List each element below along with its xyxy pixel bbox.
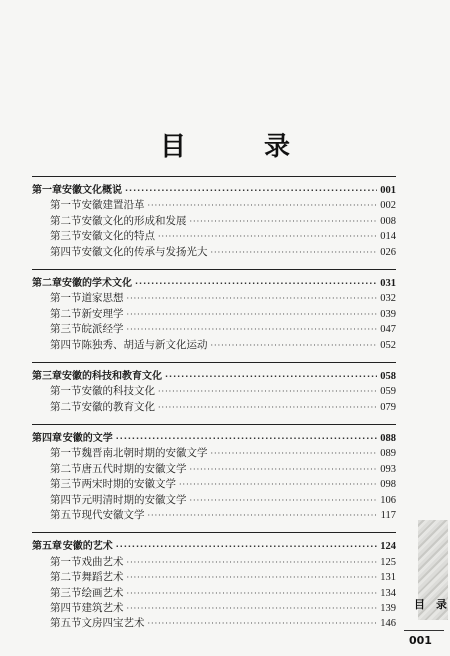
chapter-page-number: 124: [380, 541, 396, 553]
chapter-title: 安徽文化概说: [62, 185, 122, 196]
section-number: 第二节: [50, 307, 82, 320]
section-entry[interactable]: [32, 214, 396, 229]
chapter-page-number: 058: [380, 370, 396, 382]
section-page-number: 106: [380, 494, 396, 506]
section-number: 第二节: [50, 214, 82, 227]
section-number: 第五节: [50, 617, 82, 630]
chapter-block: [32, 424, 396, 523]
chapter-title: 安徽的文学: [62, 433, 113, 445]
section-page-number: 125: [380, 556, 396, 568]
section-entry[interactable]: [32, 245, 396, 260]
page-title: 目 录: [159, 132, 316, 162]
dot-leader: [135, 276, 377, 291]
chapter-block: [32, 532, 396, 631]
section-page-number: 117: [380, 510, 396, 522]
section-page-number: 098: [380, 479, 396, 491]
section-page-number: 139: [380, 602, 396, 614]
section-entry[interactable]: [32, 229, 396, 244]
chapter-block: [32, 269, 396, 353]
section-title: 建筑艺术: [81, 601, 124, 614]
chapter-title: 安徽的科技和教育文化: [62, 370, 162, 382]
section-number: 第五节: [50, 509, 82, 522]
section-title: 新安理学: [81, 307, 124, 320]
section-page-number: 052: [380, 339, 396, 351]
dot-leader: [158, 400, 377, 415]
section-number: 第二节: [50, 571, 82, 584]
section-page-number: 002: [380, 200, 396, 212]
dot-leader: [190, 493, 378, 508]
section-title: 安徽文化的形成和发展: [81, 214, 187, 227]
section-number: 第二节: [50, 462, 82, 475]
section-page-number: 059: [380, 386, 396, 398]
section-number: 第四节: [50, 245, 82, 258]
dot-leader: [127, 570, 378, 585]
dot-leader: [165, 369, 377, 384]
chapter-number: 第三章: [32, 370, 62, 382]
chapter-block: [32, 176, 396, 260]
section-title: 舞蹈艺术: [81, 571, 124, 584]
section-entry[interactable]: [32, 384, 396, 399]
section-title: 陈独秀、胡适与新文化运动: [81, 338, 208, 351]
section-page-number: 008: [380, 215, 396, 227]
dot-leader: [148, 508, 378, 523]
section-page-number: 079: [380, 401, 396, 413]
section-number: 第一节: [50, 199, 82, 212]
chapter-number: 第二章: [32, 277, 62, 289]
footer-page-number: 001: [409, 634, 432, 647]
section-page-number: 093: [380, 463, 396, 475]
section-entry[interactable]: [32, 338, 396, 353]
section-entry[interactable]: [32, 508, 396, 523]
section-entry[interactable]: [32, 616, 396, 631]
section-title: 戏曲艺术: [81, 555, 124, 568]
section-number: 第四节: [50, 601, 82, 614]
chapter-number: 第一章: [32, 185, 62, 196]
table-of-contents: [32, 176, 396, 641]
section-entry[interactable]: [32, 400, 396, 415]
section-entry[interactable]: [32, 322, 396, 337]
dot-leader: [125, 183, 377, 198]
chapter-entry[interactable]: [32, 539, 396, 554]
section-title: 道家思想: [81, 292, 124, 305]
section-entry[interactable]: [32, 198, 396, 213]
dot-leader: [127, 586, 378, 601]
section-entry[interactable]: [32, 555, 396, 570]
dot-leader: [211, 338, 378, 353]
section-title: 元明清时期的安徽文学: [81, 493, 187, 506]
section-entry[interactable]: [32, 291, 396, 306]
footer-section-label: 目 录: [414, 598, 447, 611]
chapter-entry[interactable]: [32, 431, 396, 446]
section-title: 文房四宝艺术: [81, 617, 145, 630]
section-entry[interactable]: [32, 601, 396, 616]
section-title: 安徽的教育文化: [81, 400, 155, 413]
section-page-number: 032: [380, 293, 396, 305]
dot-leader: [211, 446, 378, 461]
section-title: 绘画艺术: [81, 586, 124, 599]
chapter-entry[interactable]: [32, 183, 396, 198]
section-page-number: 039: [380, 308, 396, 320]
section-entry[interactable]: [32, 570, 396, 585]
section-title: 安徽建置沿革: [81, 199, 145, 212]
section-number: 第一节: [50, 555, 82, 568]
dot-leader: [211, 245, 378, 260]
dot-leader: [158, 229, 377, 244]
chapter-title: 安徽的学术文化: [62, 277, 132, 289]
section-page-number: 134: [380, 587, 396, 599]
section-title: 现代安徽文学: [81, 509, 145, 522]
chapter-number: 第四章: [32, 433, 62, 445]
section-number: 第三节: [50, 478, 82, 491]
section-title: 两宋时期的安徽文学: [81, 478, 176, 491]
section-number: 第四节: [50, 493, 82, 506]
dot-leader: [127, 555, 378, 570]
section-title: 魏晋南北朝时期的安徽文学: [81, 447, 208, 460]
section-entry[interactable]: [32, 307, 396, 322]
section-entry[interactable]: [32, 586, 396, 601]
dot-leader: [127, 307, 378, 322]
dot-leader: [116, 431, 377, 446]
section-number: 第一节: [50, 292, 82, 305]
section-entry[interactable]: [32, 446, 396, 461]
section-number: 第一节: [50, 447, 82, 460]
section-number: 第四节: [50, 338, 82, 351]
chapter-page-number: 088: [380, 433, 396, 445]
section-title: 安徽文化的特点: [81, 230, 155, 243]
section-title: 唐五代时期的安徽文学: [81, 462, 187, 475]
section-number: 第三节: [50, 586, 82, 599]
chapter-block: [32, 362, 396, 415]
section-number: 第三节: [50, 323, 82, 336]
section-page-number: 014: [380, 231, 396, 243]
dot-leader: [127, 601, 378, 616]
chapter-entry[interactable]: [32, 276, 396, 291]
section-page-number: 047: [380, 324, 396, 336]
section-page-number: 089: [380, 448, 396, 460]
section-page-number: 146: [380, 618, 396, 630]
section-number: 第三节: [50, 230, 82, 243]
chapter-entry[interactable]: [32, 369, 396, 384]
dot-leader: [127, 291, 378, 306]
footer-divider: [404, 630, 444, 631]
section-title: 皖派经学: [81, 323, 124, 336]
section-number: 第二节: [50, 400, 82, 413]
chapter-number: 第五章: [32, 541, 62, 553]
section-entry[interactable]: [32, 462, 396, 477]
dot-leader: [179, 477, 377, 492]
dot-leader: [127, 322, 378, 337]
dot-leader: [190, 462, 378, 477]
section-entry[interactable]: [32, 477, 396, 492]
section-entry[interactable]: [32, 493, 396, 508]
dot-leader: [158, 384, 377, 399]
section-page-number: 026: [380, 246, 396, 258]
section-title: 安徽文化的传承与发扬光大: [81, 245, 208, 258]
dot-leader: [148, 198, 378, 213]
chapter-page-number: 001: [380, 185, 396, 196]
section-page-number: 131: [380, 572, 396, 584]
section-title: 安徽的科技文化: [81, 385, 155, 398]
chapter-page-number: 031: [380, 277, 396, 289]
dot-leader: [116, 539, 377, 554]
dot-leader: [148, 616, 378, 631]
chapter-title: 安徽的艺术: [62, 541, 113, 553]
dot-leader: [190, 214, 378, 229]
section-number: 第一节: [50, 385, 82, 398]
